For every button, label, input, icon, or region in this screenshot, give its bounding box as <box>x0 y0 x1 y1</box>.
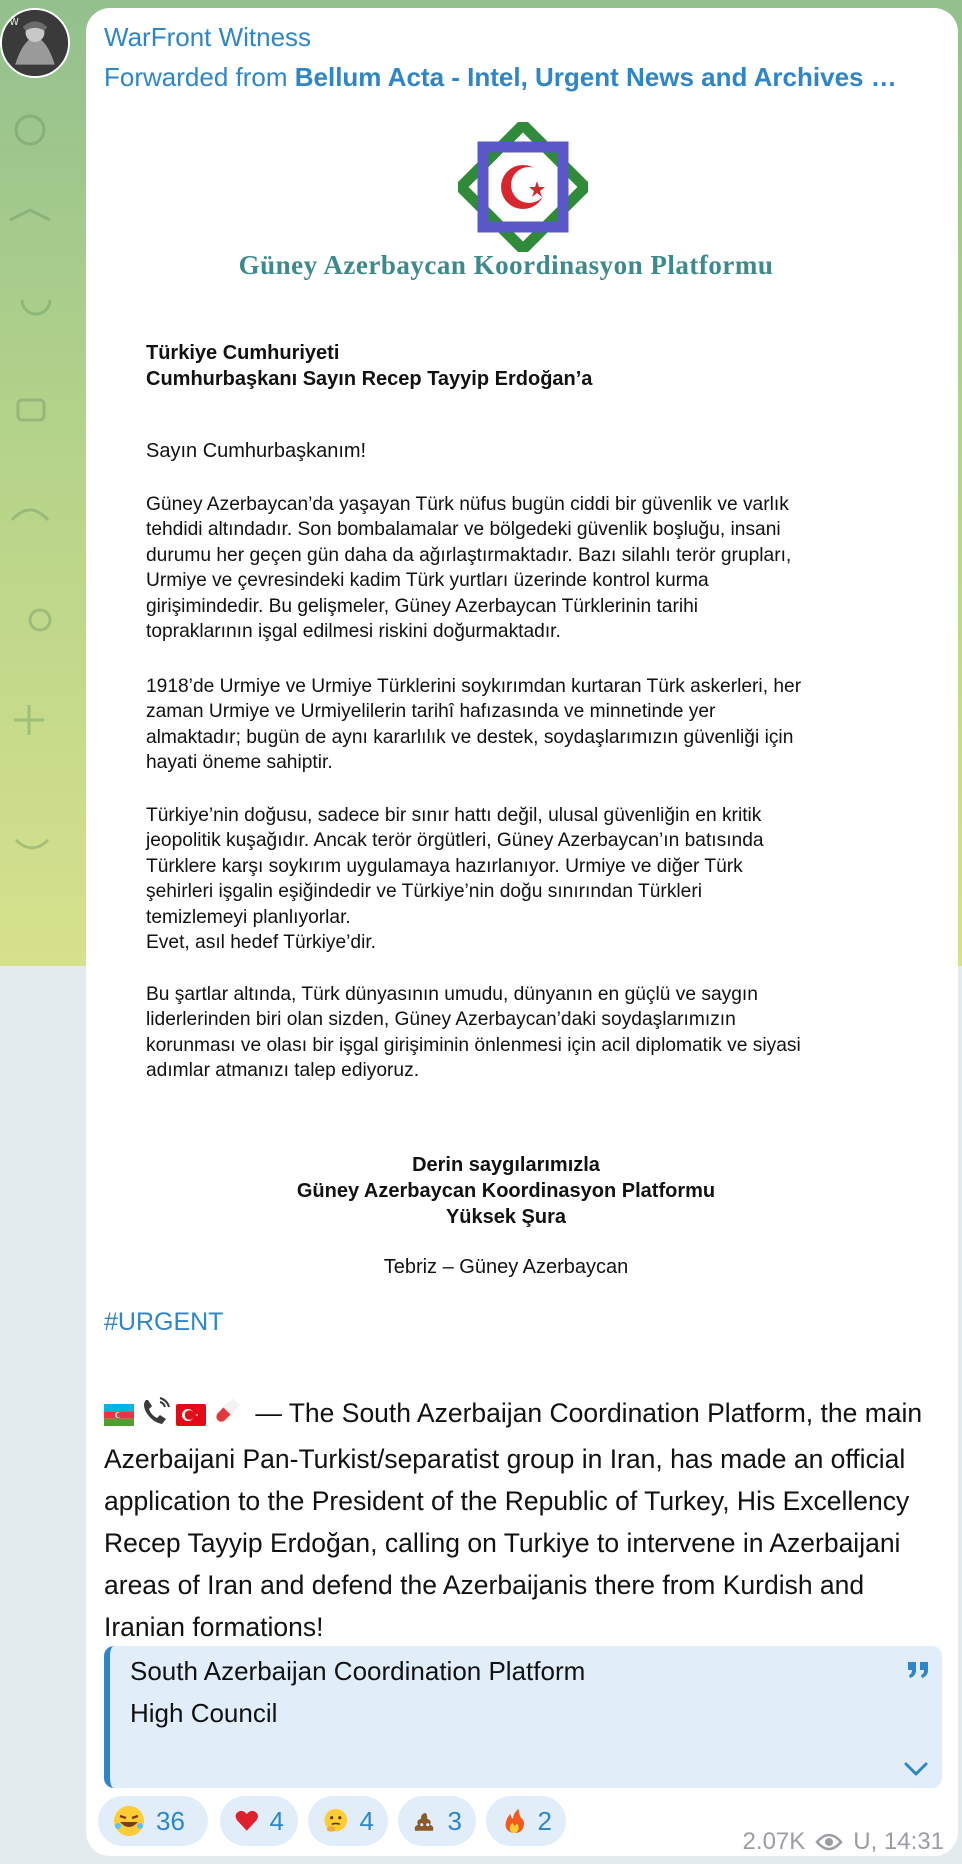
letter-image[interactable] <box>104 110 908 1296</box>
red-heart-icon <box>234 1804 260 1838</box>
expand-chevron-icon[interactable] <box>904 1762 928 1776</box>
telephone-receiver-icon <box>140 1396 170 1438</box>
svg-text:W: W <box>9 17 19 29</box>
p3-line: temizlemeyi planlıyorlar. <box>146 906 351 928</box>
wallpaper-doodles <box>0 0 90 966</box>
p1-line: durumu her geçen gün daha da ağırlaştırmaktadır. Bazı silahlı terör grupları, <box>146 544 792 566</box>
hashtag-urgent[interactable]: #URGENT <box>104 1308 224 1336</box>
p4-line: korunması ve olası bir işgal girişiminin önlenmesi için acil diplomatik ve siyasi <box>146 1034 801 1056</box>
p3-line: şehirleri işgalin eşiğindedir ve Türkiye’nin doğu sınırından Türkleri <box>146 881 703 903</box>
addressee-line-2: Cumhurbaşkanı Sayın Recep Tayyip Erdoğan’a <box>146 368 593 390</box>
pill-icon <box>212 1396 242 1438</box>
rofl-icon <box>112 1804 146 1838</box>
letter-signature <box>104 1152 908 1230</box>
p2-line: zaman Urmiye ve Urmiyelilerin tarihî hafızasında ve minnetinde yer <box>146 701 716 723</box>
message-body: — The South Azerbaijan Coordination Platform, the main Azerbaijani Pan-Turkist/separatist group in Iran, has made an official application to the President of the Republic of Turkey, His Excellency Recep Tayyip Erdoğan, calling on Turkiye to intervene in Azerbaijani areas of Iran and defend the Azerbaijanis there from Kurdish and Iranian formations! <box>104 1398 923 1642</box>
letter-org-title: Güney Azerbaycan Koordinasyon Platformu <box>238 250 774 280</box>
forwarded-prefix: Forwarded from <box>104 62 295 92</box>
p2-line: almaktadır; bugün de aynı kararlılık ve destek, soydaşlarımızın güvenliği için <box>146 726 794 748</box>
p4-line: adımlar atmanızı talep ediyoruz. <box>146 1060 420 1082</box>
turkey-flag-icon <box>176 1396 206 1438</box>
platform-logo-icon <box>458 122 588 252</box>
reaction-count: 3 <box>447 1805 462 1836</box>
channel-avatar[interactable] <box>0 8 70 78</box>
p2-line: 1918’de Urmiye ve Urmiye Türklerini soykırımdan kurtaran Türk askerleri, her <box>146 676 802 697</box>
thinking-face-icon <box>322 1804 350 1838</box>
letter-paragraph-1 <box>146 492 898 644</box>
sign-line-3: Yüksek Şura <box>445 1206 567 1228</box>
view-count: 2.07K <box>742 1828 806 1855</box>
poop-icon <box>412 1804 438 1838</box>
p1-line: girişimindedir. Bu gelişmeler, Güney Azerbaycan Türklerinin tarihi <box>146 595 699 617</box>
p2-line: hayati öneme sahiptir. <box>146 752 333 774</box>
message-bubble <box>86 8 958 1856</box>
forwarded-source[interactable]: Bellum Acta - Intel, Urgent News and Archives … <box>294 62 897 92</box>
reaction-poop[interactable] <box>398 1796 476 1846</box>
quote-line-2: High Council <box>130 1698 278 1728</box>
letter-greeting: Sayın Cumhurbaşkanım! <box>146 440 367 462</box>
letter-paragraph-3 <box>146 803 898 955</box>
letter-addressee <box>146 340 592 392</box>
reaction-count: 2 <box>537 1805 552 1836</box>
eye-icon <box>815 1833 843 1851</box>
p1-line: Urmiye ve çevresindeki kadim Türk yurtları üzerinde kontrol kurma <box>146 570 709 592</box>
reaction-fire[interactable] <box>486 1796 566 1846</box>
p4-line: liderlerinden biri olan sizden, Güney Azerbaycan’daki soydaşlarımızın <box>146 1009 736 1031</box>
reaction-thinking[interactable] <box>308 1796 388 1846</box>
p1-line: Güney Azerbaycan’da yaşayan Türk nüfus bugün ciddi bir güvenlik ve varlık <box>146 494 789 515</box>
letter-paragraph-4 <box>146 982 898 1084</box>
quote-marks-icon <box>906 1660 930 1680</box>
reaction-count: 4 <box>359 1805 374 1836</box>
p1-line: tehdidi altındadır. Son bombalamalar ve bölgedeki güvenlik boşluğu, insani <box>146 519 781 541</box>
forwarded-from-line[interactable] <box>104 62 904 93</box>
reaction-heart[interactable] <box>220 1796 298 1846</box>
reaction-rofl[interactable] <box>98 1796 208 1846</box>
quote-block[interactable] <box>104 1646 942 1788</box>
p3-line: jeopolitik kuşağıdır. Ancak terör örgütleri, Güney Azerbaycan’ın batısında <box>146 830 764 852</box>
p4-line: Bu şartlar altında, Türk dünyasının umudu, dünyanın en güçlü ve saygın <box>146 984 758 1005</box>
p3-line: Türkiye’nin doğusu, sadece bir sınır hattı değil, ulusal güvenliğin en kritik <box>146 805 762 826</box>
p3-line: Evet, asıl hedef Türkiye’dir. <box>146 932 377 954</box>
reaction-count: 4 <box>269 1805 284 1836</box>
letter-paragraph-2 <box>146 674 898 776</box>
message-text <box>104 1392 944 1648</box>
p3-line: Türklere karşı soykırım uygulamaya hazırlanıyor. Urmiye ve diğer Türk <box>146 855 743 877</box>
letter-place: Tebriz – Güney Azerbaycan <box>383 1256 629 1278</box>
message-meta <box>743 1828 944 1856</box>
soldier-avatar-icon <box>2 10 68 76</box>
sign-line-2: Güney Azerbaycan Koordinasyon Platformu <box>296 1180 716 1202</box>
reaction-count: 36 <box>156 1805 185 1836</box>
message-time: U, 14:31 <box>853 1828 944 1855</box>
fire-icon <box>500 1804 528 1838</box>
sign-line-1: Derin saygılarımızla <box>412 1154 600 1176</box>
p1-line: topraklarının işgal edilmesi riskini doğurmaktadır. <box>146 621 561 643</box>
addressee-line-1: Türkiye Cumhuriyeti <box>146 342 340 364</box>
azerbaijan-flag-icon <box>104 1396 134 1438</box>
quote-line-1: South Azerbaijan Coordination Platform <box>130 1656 586 1686</box>
channel-name[interactable]: WarFront Witness <box>104 22 312 52</box>
